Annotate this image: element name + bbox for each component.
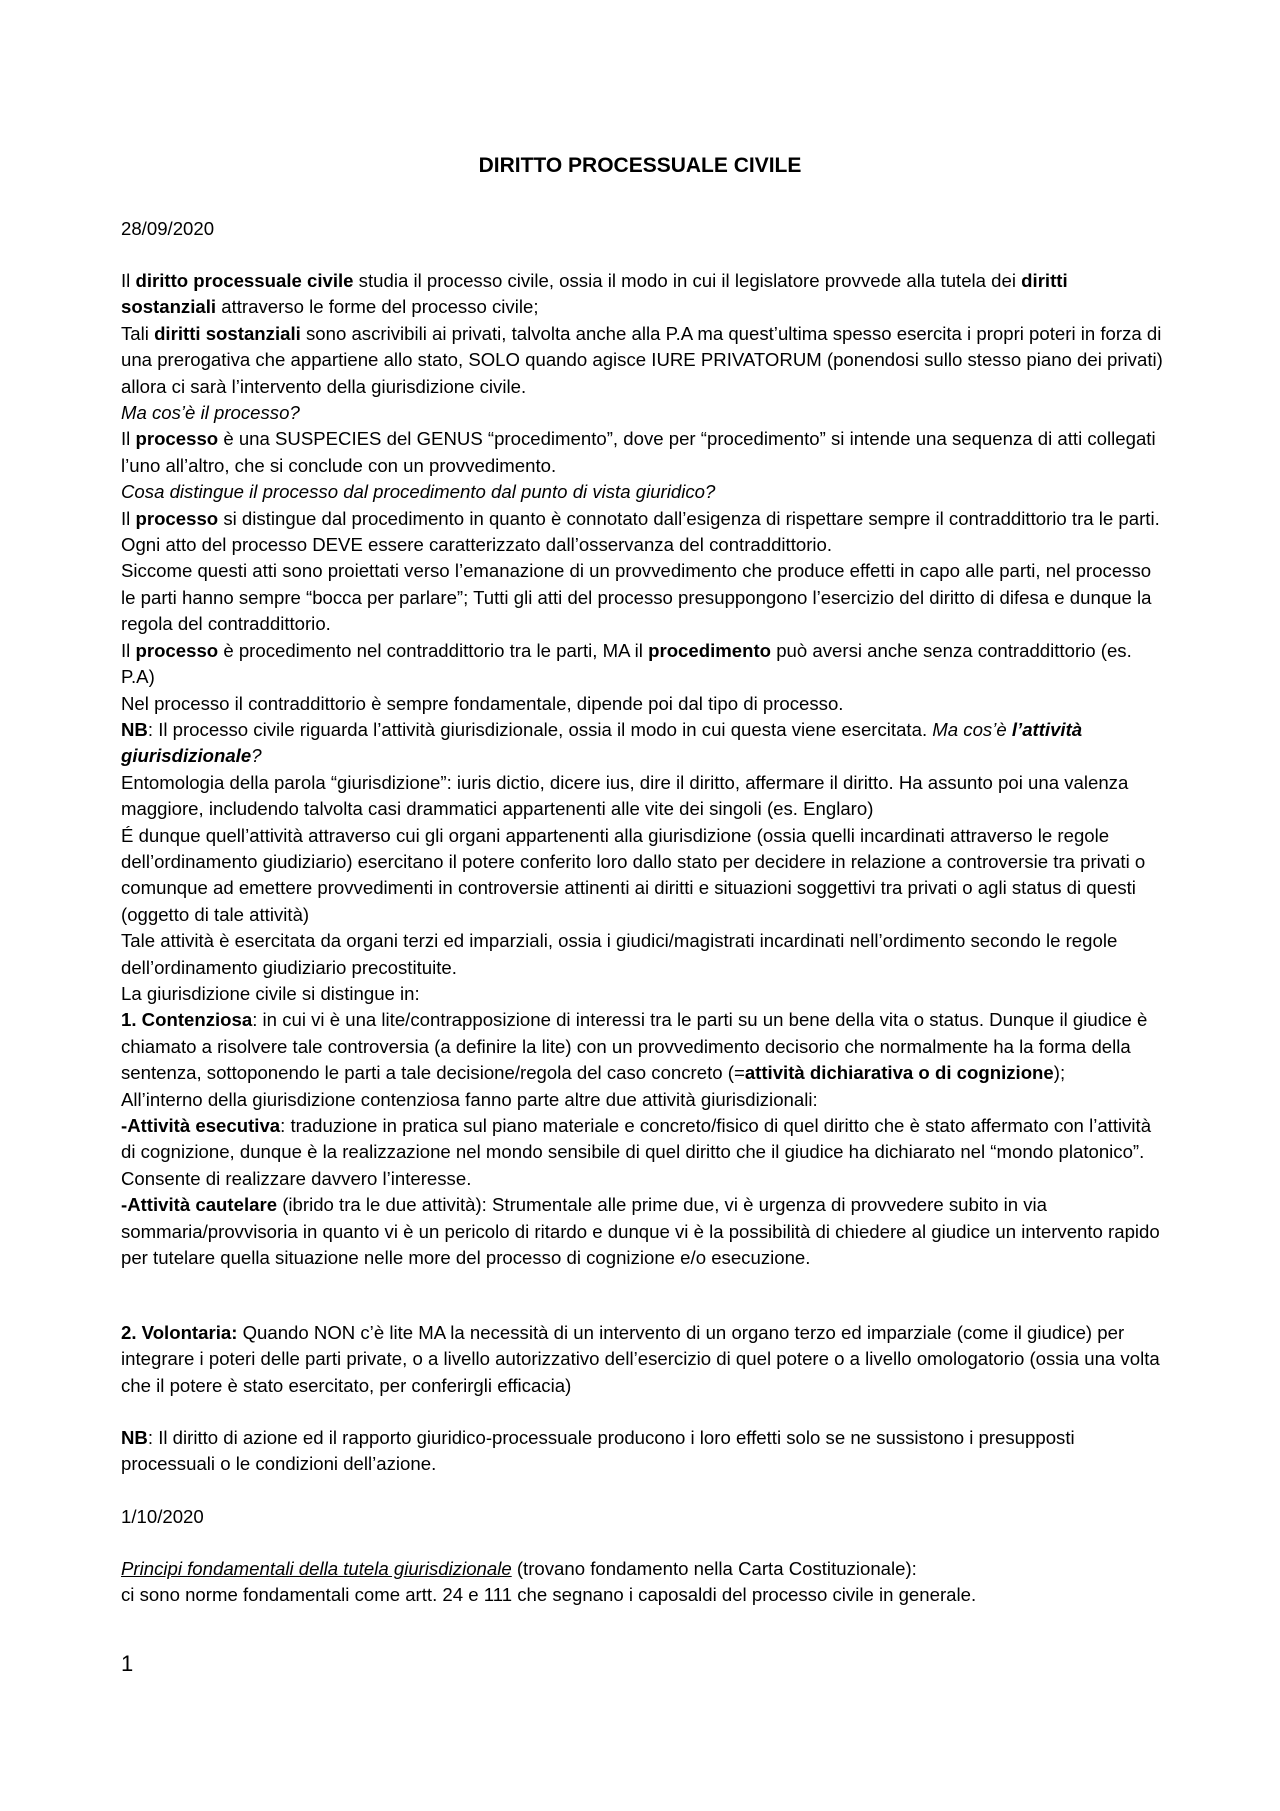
section-volontaria xyxy=(121,1320,1163,1399)
question: Cosa distingue il processo dal procedimento dal punto di vista giuridico? xyxy=(121,481,716,503)
paragraph: Il processo è procedimento nel contraddittorio tra le parti, MA il procedimento può aversi anche senza contraddittorio (es. P.A) xyxy=(121,639,1132,688)
paragraph: ci sono norme fondamentali come artt. 24 e 111 che segnano i caposaldi del processo civile in generale. xyxy=(121,1584,977,1606)
section-nb xyxy=(121,1425,1163,1478)
paragraph: Tali diritti sostanziali sono ascrivibili ai privati, talvolta anche alla P.A ma quest’ultima spesso esercita i propri poteri in forza di una prerogativa che appartiene allo stato, SOLO quando agisce IURE PRIVATORUM (ponendosi sullo stesso piano dei privati) allora ci sarà l’intervento della giurisdizione civile. xyxy=(121,322,1163,397)
paragraph: Principi fondamentali della tutela giurisdizionale (trovano fondamento nella Carta Costituzionale): xyxy=(121,1558,917,1579)
paragraph: La giurisdizione civile si distingue in: xyxy=(121,982,420,1004)
paragraph: -Attività esecutiva: traduzione in pratica sul piano materiale e concreto/fisico di quel diritto che è stato affermato con l’attività di cognizione, dunque è la realizzazione nel mondo sensibile di quel diritto che il giudice ha dichiarato nel “mondo platonico”. Consente di realizzare davvero l’interesse. xyxy=(121,1115,1152,1189)
paragraph: Entomologia della parola “giurisdizione”: iuris dictio, dicere ius, dire il diritto, affermare il diritto. Ha assunto poi una valenza maggiore, includendo talvolta casi drammatici appartenenti alle vite dei singoli (es. Englaro) xyxy=(121,771,1129,820)
paragraph: Il processo è una SUSPECIES del GENUS “procedimento”, dove per “procedimento” si intende una sequenza di atti collegati l’uno all’altro, che si conclude con un provvedimento. xyxy=(121,428,1156,476)
paragraph: NB: Il diritto di azione ed il rapporto giuridico-processuale producono i loro effetti solo se ne sussistono i presupposti processuali o le condizioni dell’azione. xyxy=(121,1427,1075,1475)
paragraph: -Attività cautelare (ibrido tra le due attività): Strumentale alle prime due, vi è urgenza di provvedere subito in via sommaria/provvisoria in quanto vi è un pericolo di ritardo e dunque vi è la possibilità di chiedere al giudice un intervento rapido per tutelare quella situazione nelle more del processo di cognizione e/o esecuzione. xyxy=(121,1194,1160,1269)
paragraph: All’interno della giurisdizione contenziosa fanno parte altre due attività giurisdizionali: xyxy=(121,1088,818,1110)
section-principles xyxy=(121,1556,1163,1609)
paragraph: É dunque quell’attività attraverso cui gli organi appartenenti alla giurisdizione (ossia quelli incardinati attraverso le regole dell’ordinamento giudiziario) esercitano il potere conferito loro dallo stato per decidere in relazione a controversie tra privati o comunque ad emettere provvedimenti in controversie attinenti ai diritti e situazioni soggettivi tra privati o agli status di questi (oggetto di tale attività) xyxy=(121,824,1146,925)
paragraph: Nel processo il contraddittorio è sempre fondamentale, dipende poi dal tipo di processo. xyxy=(121,692,844,714)
document-title: DIRITTO PROCESSUALE CIVILE xyxy=(478,154,802,177)
paragraph: Il diritto processuale civile studia il processo civile, ossia il modo in cui il legislatore provvede alla tutela dei diritti sostanziali attraverso le forme del processo civile; xyxy=(121,270,1068,318)
paragraph: Siccome questi atti sono proiettati verso l’emanazione di un provvedimento che produce effetti in capo alle parti, nel processo le parti hanno sempre “bocca per parlare”; Tutti gli atti del processo presuppongono l’esercizio del diritto di difesa e dunque la regola del contraddittorio. xyxy=(121,560,1152,635)
paragraph: Tale attività è esercitata da organi terzi ed imparziali, ossia i giudici/magistrati incardinati nell’ordimento secondo le regole dell’ordinamento giudiziario precostituite. xyxy=(121,930,1118,978)
paragraph: 2. Volontaria: Quando NON c’è lite MA la necessità di un intervento di un organo terzo ed imparziale (come il giudice) per integrare i poteri delle parti private, o a livello autorizzativo dell’esercizio di quel potere o a livello omologatorio (ossia una volta che il potere è stato esercitato, per conferirgli efficacia) xyxy=(121,1322,1160,1396)
question: Ma cos’è il processo? xyxy=(121,402,300,424)
page-number: 1 xyxy=(121,1651,134,1676)
paragraph: NB: Il processo civile riguarda l’attività giurisdizionale, ossia il modo in cui questa viene esercitata. Ma cos’è l’attività giurisdizionale? xyxy=(121,718,1083,767)
paragraph: 1. Contenziosa: in cui vi è una lite/contrapposizione di interessi tra le parti su un bene della vita o status. Dunque il giudice è chiamato a risolvere tale controversia (a definire la lite) con un provvedimento decisorio che normalmente ha la forma della sentenza, sottoponendo le parti a tale decisione/regola del caso concreto (=attività dichiarativa o di cognizione); xyxy=(121,1009,1148,1084)
paragraph: Il processo si distingue dal procedimento in quanto è connotato dall’esigenza di rispettare sempre il contraddittorio tra le parti. Ogni atto del processo DEVE essere caratterizzato dall’osservanza del contraddittorio. xyxy=(121,507,1160,556)
lecture-date: 1/10/2020 xyxy=(121,1506,204,1527)
lecture-date: 28/09/2020 xyxy=(121,218,215,239)
section-introduction xyxy=(121,268,1163,1271)
